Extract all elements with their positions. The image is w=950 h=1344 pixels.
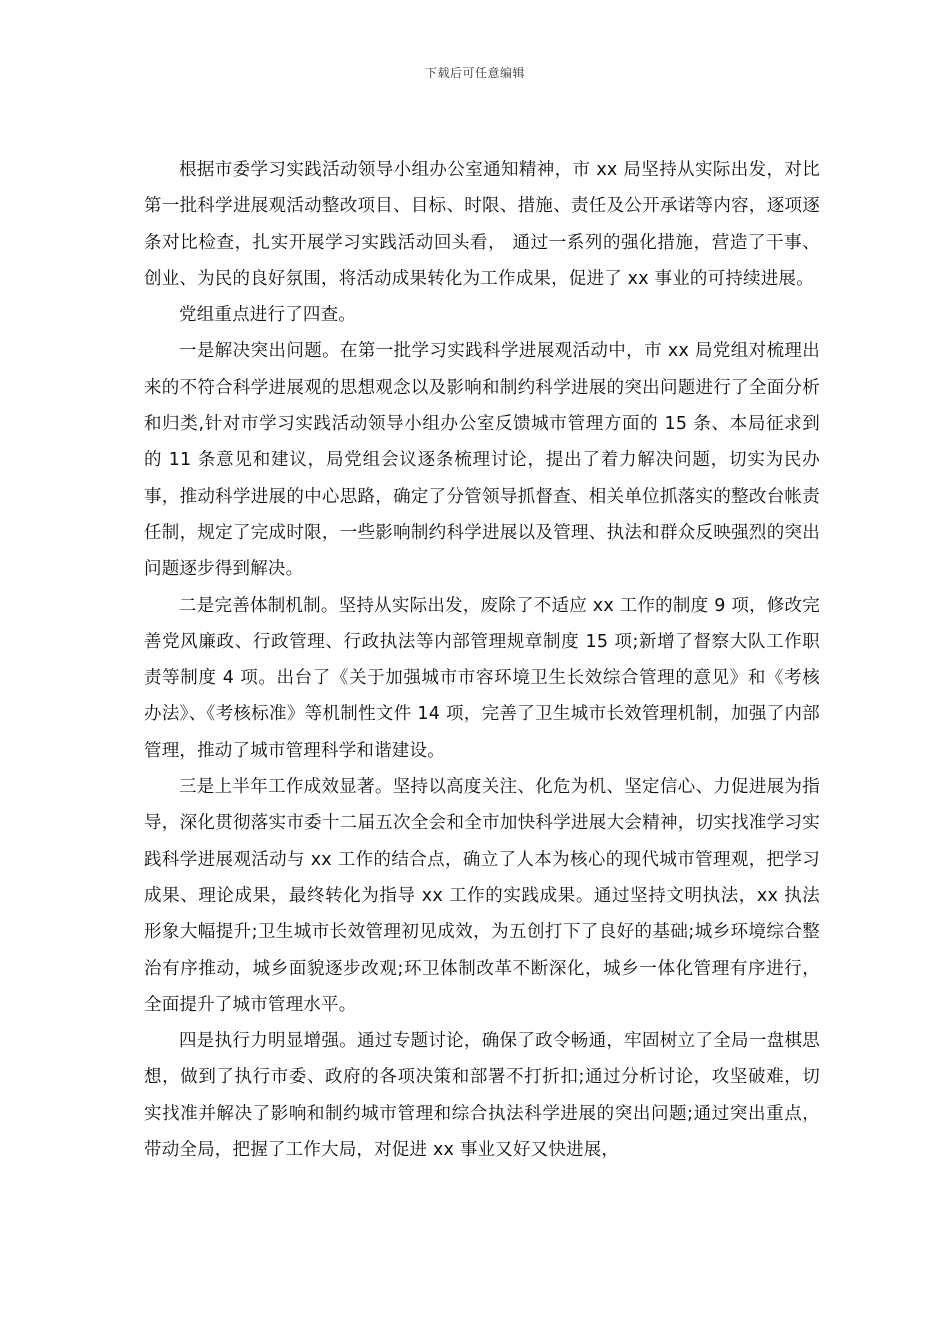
paragraph-execution: 四是执行力明显增强。通过专题讨论，确保了政令畅通，牢固树立了全局一盘棋思想，做到了执行市委、政府的各项决策和部署不打折扣;通过分析讨论，攻坚破难，切实找准并解决了影响和制约城市管理和综合执法科学进展的突出问题;通过突出重点，带动全局，把握了工作大局，对促进 xx 事业又好又快进展，: [144, 1031, 820, 1161]
page-header-note: 下载后可任意编辑: [424, 66, 525, 80]
paragraph-improve-mechanisms: 二是完善体制机制。坚持从实际出发，废除了不适应 xx 工作的制度 9 项，修改完善党风廉政、行政管理、行政执法等内部管理规章制度 15 项;新增了督察大队工作职责等制度 4 项。出台了《关于加强城市市容环境卫生长效综合管理的意见》和《考核办法》、《考核标准》等机制性文件 14 项，完善了卫生城市长效管理机制，加强了内部管理，推动了城市管理科学和谐建设。: [144, 595, 820, 761]
document-body: [144, 152, 820, 1168]
paragraph-solve-problems: 一是解决突出问题。在第一批学习实践科学进展观活动中，市 xx 局党组对梳理出来的不符合科学进展观的思想观念以及影响和制约科学进展的突出问题进行了全面分析和归类,针对市学习实践活动领导小组办公室反馈城市管理方面的 15 条、本局征求到的 11 条意见和建议，局党组会议逐条梳理讨论，提出了着力解决问题，切实为民办事，推动科学进展的中心思路，确定了分管领导抓督查、相关单位抓落实的整改台帐责任制，规定了完成时限，一些影响制约科学进展以及管理、执法和群众反映强烈的突出问题逐步得到解决。: [144, 341, 820, 580]
paragraph-work-results: 三是上半年工作成效显著。坚持以高度关注、化危为机、坚定信心、力促进展为指导，深化贯彻落实市委十二届五次全会和全市加快科学进展大会精神，切实找准学习实践科学进展观活动与 xx 工作的结合点，确立了人本为核心的现代城市管理观，把学习成果、理论成果，最终转化为指导 xx 工作的实践成果。通过坚持文明执法，xx 执法形象大幅提升;卫生城市长效管理初见成效，为五创打下了良好的基础;城乡环境综合整治有序推动，城乡面貌逐步改观;环卫体制改革不断深化，城乡一体化管理有序进行，全面提升了城市管理水平。: [144, 777, 820, 1015]
paragraph-intro: 根据市委学习实践活动领导小组办公室通知精神，市 xx 局坚持从实际出发，对比第一批科学进展观活动整改项目、目标、时限、措施、责任及公开承诺等内容，逐项逐条对比检查，扎实开展学习实践活动回头看， 通过一系列的强化措施，营造了干事、创业、为民的良好氛围，将活动成果转化为工作成果，促进了 xx 事业的可持续进展。: [144, 160, 820, 289]
paragraph-four-checks: 党组重点进行了四查。: [179, 305, 356, 326]
